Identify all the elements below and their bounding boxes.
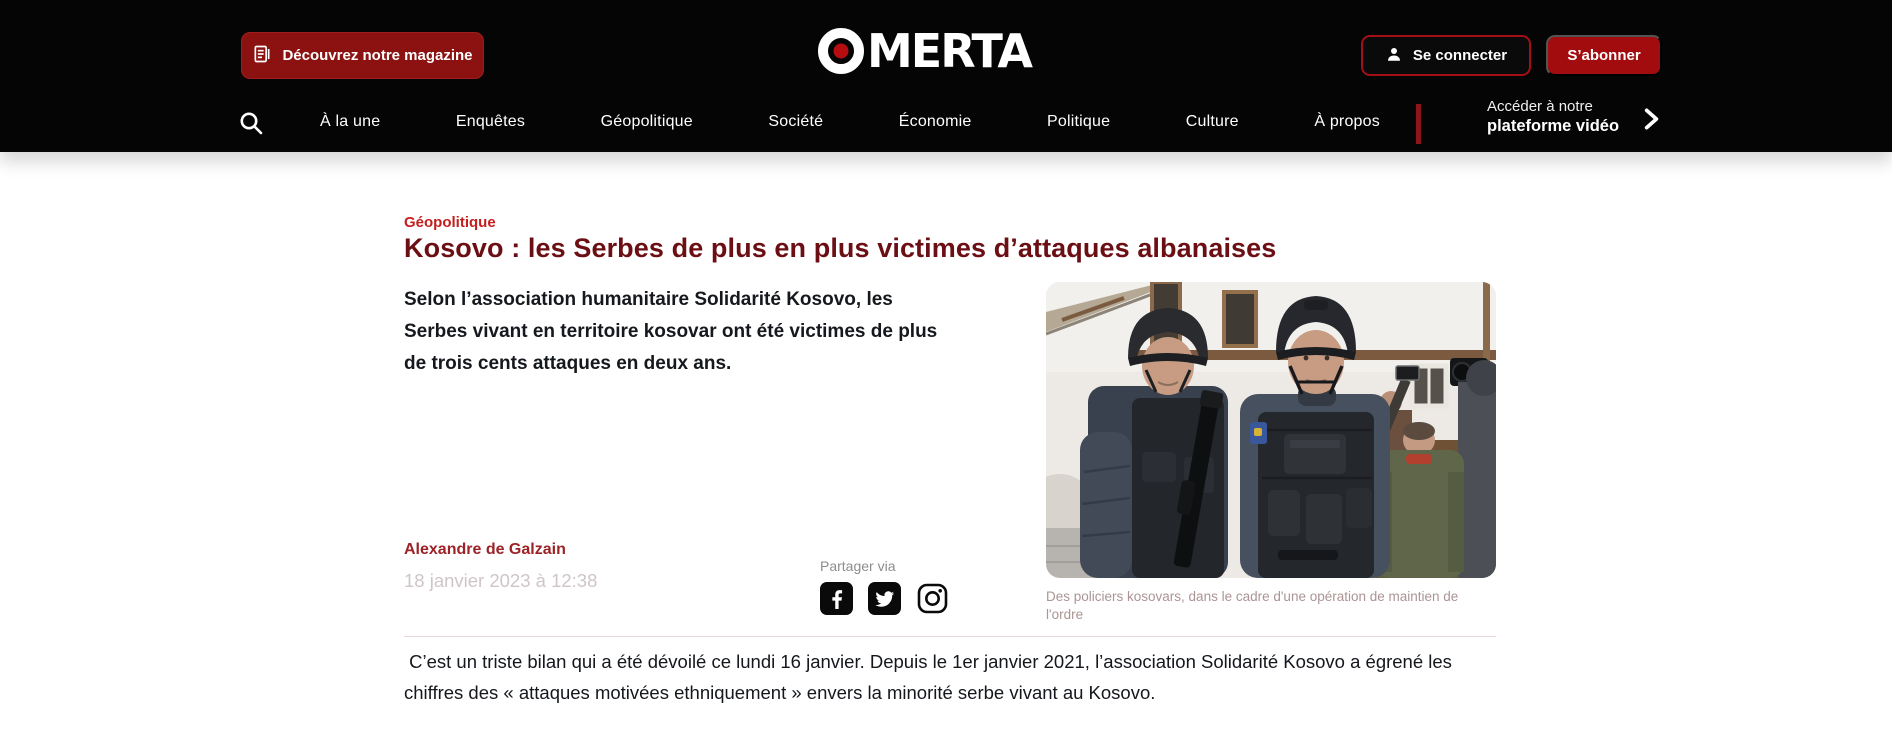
section-divider <box>404 636 1496 637</box>
share-label: Partager via <box>820 558 896 574</box>
discover-magazine-button[interactable] <box>241 32 484 79</box>
photo-caption: Des policiers kosovars, dans le cadre d'une opération de maintien de l'ordre <box>1046 589 1459 622</box>
nav-item-societe[interactable]: Société <box>768 113 824 130</box>
nav-item-a-propos[interactable]: À propos <box>1314 113 1380 130</box>
instagram-icon[interactable] <box>916 582 949 615</box>
police-photo-illustration <box>1046 282 1496 578</box>
facebook-icon[interactable] <box>820 582 853 615</box>
logo-wordmark: MERTA <box>867 24 1031 78</box>
logo-letter-o <box>818 28 864 74</box>
nav-item-economie[interactable]: Économie <box>898 113 972 130</box>
subscribe-button[interactable] <box>1546 35 1662 76</box>
login-button[interactable] <box>1361 35 1531 76</box>
nav-item-culture[interactable]: Culture <box>1185 113 1239 130</box>
article-title: Kosovo : les Serbes de plus en plus victimes d’attaques albanaises <box>404 233 1277 263</box>
article-photo <box>1046 282 1496 578</box>
video-link-line2: plateforme vidéo <box>1487 117 1620 135</box>
record-dot-icon <box>834 44 849 59</box>
nav-item-politique[interactable]: Politique <box>1047 113 1111 130</box>
omerta-logo[interactable] <box>818 24 1031 78</box>
user-icon <box>1385 45 1403 67</box>
video-link-line1: Accéder à notre <box>1487 98 1593 115</box>
nav-item-geopolitique[interactable]: Géopolitique <box>600 113 693 130</box>
twitter-icon[interactable] <box>868 582 901 615</box>
login-button-label: Se connecter <box>1412 47 1508 64</box>
article-body: C’est un triste bilan qui a été dévoilé ce lundi 16 janvier. Depuis le 1er janvier 2021, l’association Solidarité Kosovo a égrené les chiffres des « attaques motivées ethniquement » envers la minorité serbe vivant au Kosovo. <box>404 651 1458 703</box>
site-header <box>0 0 1892 152</box>
article-date: 18 janvier 2023 à 12:38 <box>404 570 598 591</box>
nav-item-a-la-une[interactable]: À la une <box>320 113 381 130</box>
search-icon <box>238 110 264 136</box>
chevron-right-icon[interactable] <box>1638 106 1664 132</box>
main-nav <box>320 92 1380 152</box>
nav-item-enquetes[interactable]: Enquêtes <box>455 113 526 130</box>
article-figure <box>1046 282 1496 624</box>
share-icons <box>820 582 949 615</box>
magazine-button-label: Découvrez notre magazine <box>282 47 473 64</box>
magazine-icon <box>252 44 272 68</box>
article-category-link[interactable]: Géopolitique <box>404 214 496 231</box>
search-button[interactable] <box>238 110 264 136</box>
share-block <box>820 558 949 615</box>
article-author-link[interactable]: Alexandre de Galzain <box>404 541 566 558</box>
video-platform-link[interactable] <box>1487 97 1619 137</box>
subscribe-button-label: S’abonner <box>1567 47 1641 64</box>
article-lead: Selon l’association humanitaire Solidarité Kosovo, les Serbes vivant en territoire kosovar ont été victimes de plus de trois cents attaques en deux ans. <box>404 289 938 374</box>
nav-red-divider <box>1416 104 1421 144</box>
